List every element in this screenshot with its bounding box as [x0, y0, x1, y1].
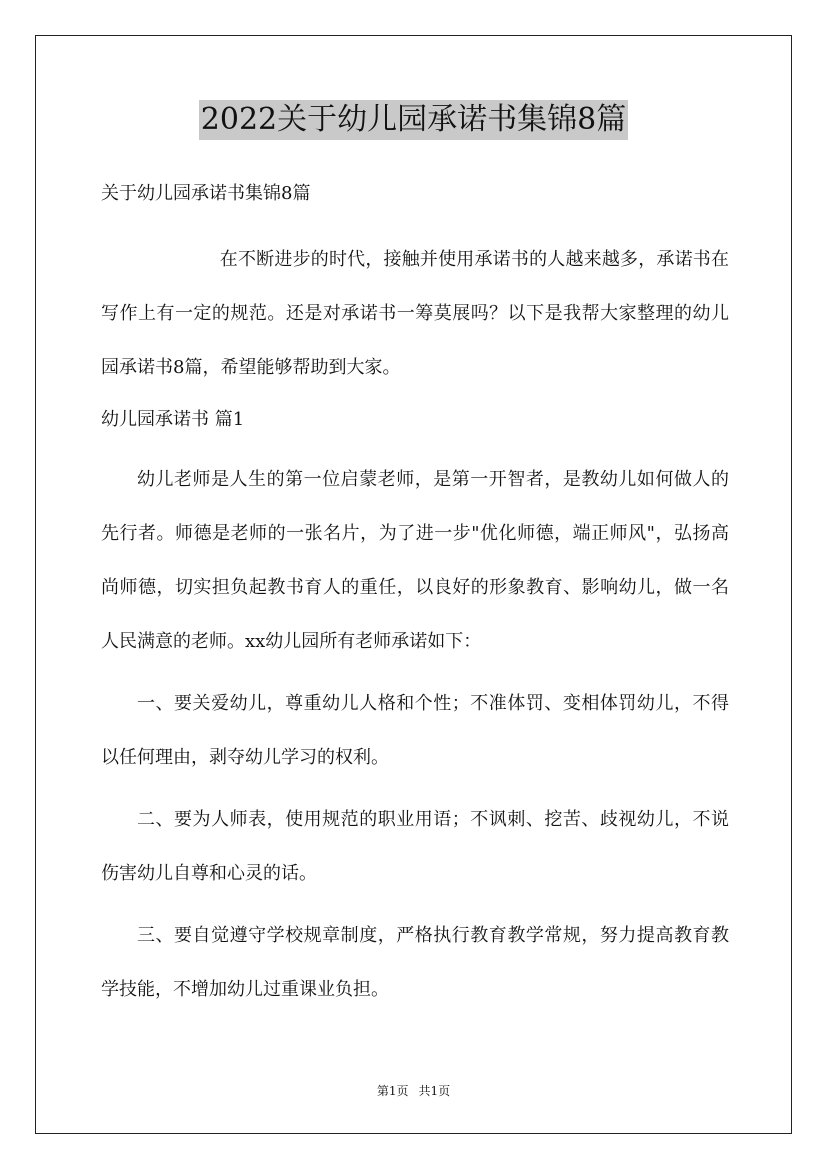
document-body [101, 175, 729, 1017]
document-subtitle: 关于幼儿园承诺书集锦8篇 [101, 183, 311, 204]
body-paragraph: 幼儿老师是人生的第一位启蒙老师，是第一开智者，是教幼儿如何做人的先行者。师德是老师的一张名片，为了进一步"优化师德，端正师风"，弘扬高尚师德，切实担负起教书育人的重任，以良好的形象教育、影响幼儿，做一名人民满意的老师。xx幼儿园所有老师承诺如下： [101, 469, 729, 652]
intro-paragraph: 在不断进步的时代，接触并使用承诺书的人越来越多，承诺书在写作上有一定的规范。还是对承诺书一筹莫展吗？以下是我帮大家整理的幼儿园承诺书8篇，希望能够帮助到大家。 [101, 249, 729, 378]
page-number: 第1页 [376, 1084, 409, 1098]
document-title: 2022关于幼儿园承诺书集锦8篇 [199, 100, 628, 140]
body-paragraph: 二、要为人师表，使用规范的职业用语；不讽刺、挖苦、歧视幼儿，不说伤害幼儿自尊和心灵的话。 [101, 809, 729, 884]
page-footer [0, 1083, 827, 1099]
title-container [0, 100, 827, 140]
body-paragraph: 三、要自觉遵守学校规章制度，严格执行教育教学常规，努力提高教育教学技能，不增加幼儿过重课业负担。 [101, 925, 729, 1000]
section-heading: 幼儿园承诺书 篇1 [101, 409, 245, 430]
page-total: 共1页 [418, 1084, 451, 1098]
body-paragraph: 一、要关爱幼儿，尊重幼儿人格和个性；不准体罚、变相体罚幼儿，不得以任何理由，剥夺幼儿学习的权利。 [101, 693, 729, 768]
